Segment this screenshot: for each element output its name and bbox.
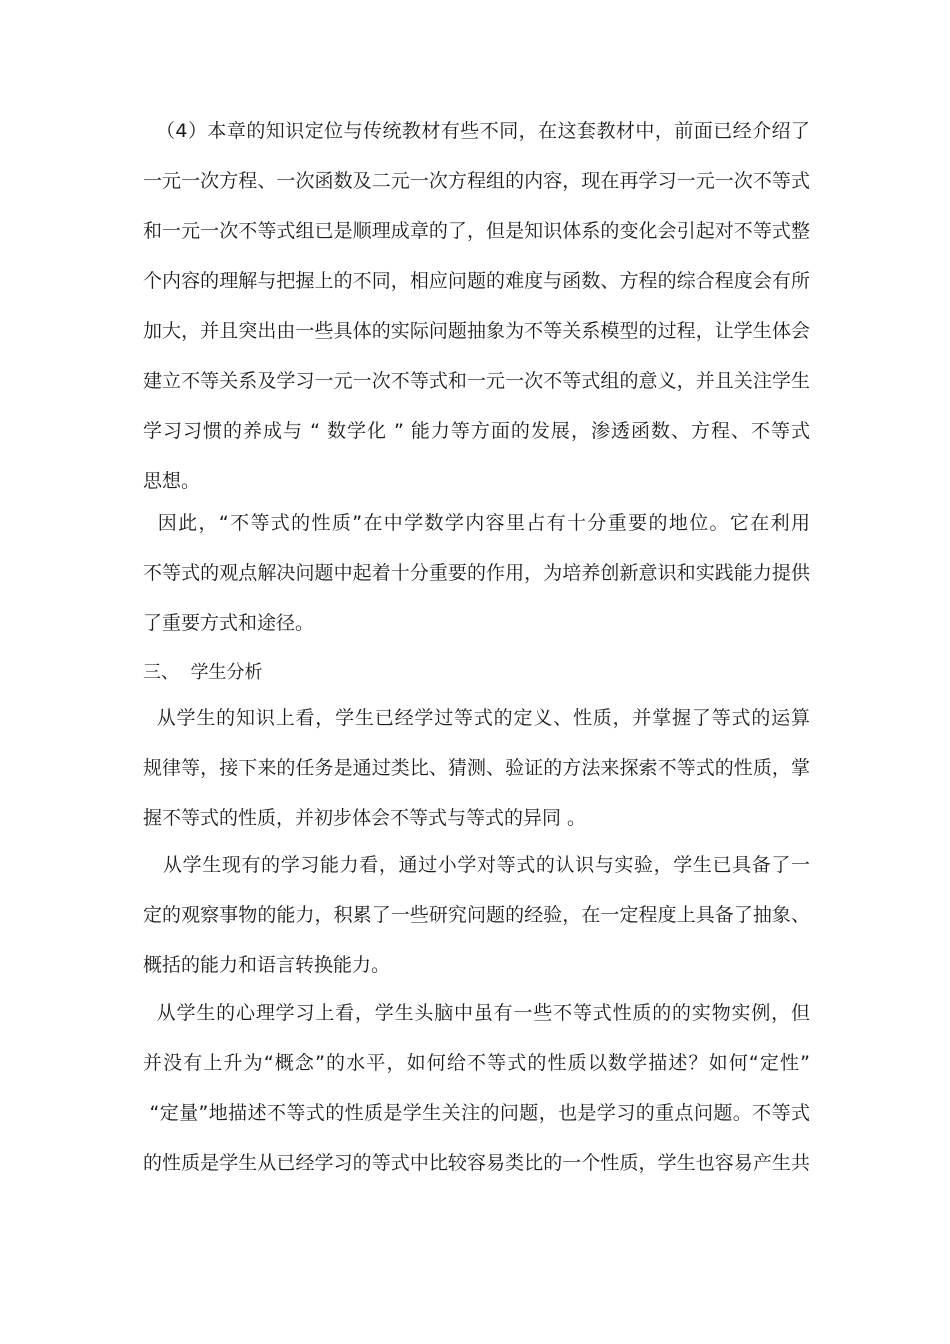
- paragraph-line: 一元一次方程、一次函数及二元一次方程组的内容，现在再学习一元一次不等式: [143, 170, 810, 192]
- paragraph-line: 因此，“不等式的性质”在中学数学内容里占有十分重要的地位。它在利用: [143, 512, 810, 534]
- paragraph-line: 从学生的知识上看，学生已经学过等式的定义、性质，并掌握了等式的运算: [143, 707, 810, 729]
- paragraph-line: 个内容的理解与把握上的不同，相应问题的难度与函数、方程的综合程度会有所: [143, 270, 810, 292]
- paragraph-line: 了重要方式和途径。: [143, 612, 315, 634]
- paragraph-importance: [143, 498, 810, 648]
- paragraph-student-ability: [143, 840, 810, 990]
- paragraph-line: 思想。: [143, 470, 201, 492]
- paragraph-line: 建立不等关系及学习一元一次不等式和一元一次不等式组的意义，并且关注学生: [143, 370, 810, 392]
- paragraph-line: （4）本章的知识定位与传统教材有些不同，在这套教材中，前面已经介绍了: [143, 120, 810, 142]
- paragraph-line: 加大，并且突出由一些具体的实际问题抽象为不等关系模型的过程，让学生体会: [143, 320, 810, 342]
- paragraph-knowledge-positioning: [143, 106, 810, 506]
- paragraph-line: 规律等，接下来的任务是通过类比、猜测、验证的方法来探索不等式的性质，掌: [143, 757, 810, 779]
- paragraph-line: 不等式的观点解决问题中起着十分重要的作用，为培养创新意识和实践能力提供: [143, 562, 810, 584]
- paragraph-line: 和一元一次不等式组已是顺理成章的了，但是知识体系的变化会引起对不等式整: [143, 220, 810, 242]
- paragraph-student-knowledge: [143, 693, 810, 843]
- paragraph-line: 握不等式的性质，并初步体会不等式与等式的异同 。: [143, 807, 587, 829]
- paragraph-line: 并没有上升为“概念”的水平，如何给不等式的性质以数学描述？如何“定性”: [143, 1052, 810, 1074]
- paragraph-line: 学习习惯的养成与 “ 数学化 ” 能力等方面的发展，渗透函数、方程、不等式: [143, 420, 810, 442]
- paragraph-line: 从学生的心理学习上看，学生头脑中虽有一些不等式性质的的实物实例，但: [143, 1002, 810, 1024]
- paragraph-line: “定量”地描述不等式的性质是学生关注的问题，也是学习的重点问题。不等式: [143, 1102, 810, 1124]
- paragraph-line: 概括的能力和语言转换能力。: [143, 954, 391, 976]
- section-heading: 三、 学生分析: [143, 662, 263, 683]
- paragraph-student-psychology: [143, 988, 810, 1188]
- paragraph-line: 的性质是学生从已经学习的等式中比较容易类比的一个性质，学生也容易产生共: [143, 1152, 810, 1174]
- paragraph-line: 定的观察事物的能力，积累了一些研究问题的经验，在一定程度上具备了抽象、: [143, 904, 810, 926]
- paragraph-line: 从学生现有的学习能力看，通过小学对等式的认识与实验，学生已具备了一: [143, 854, 810, 876]
